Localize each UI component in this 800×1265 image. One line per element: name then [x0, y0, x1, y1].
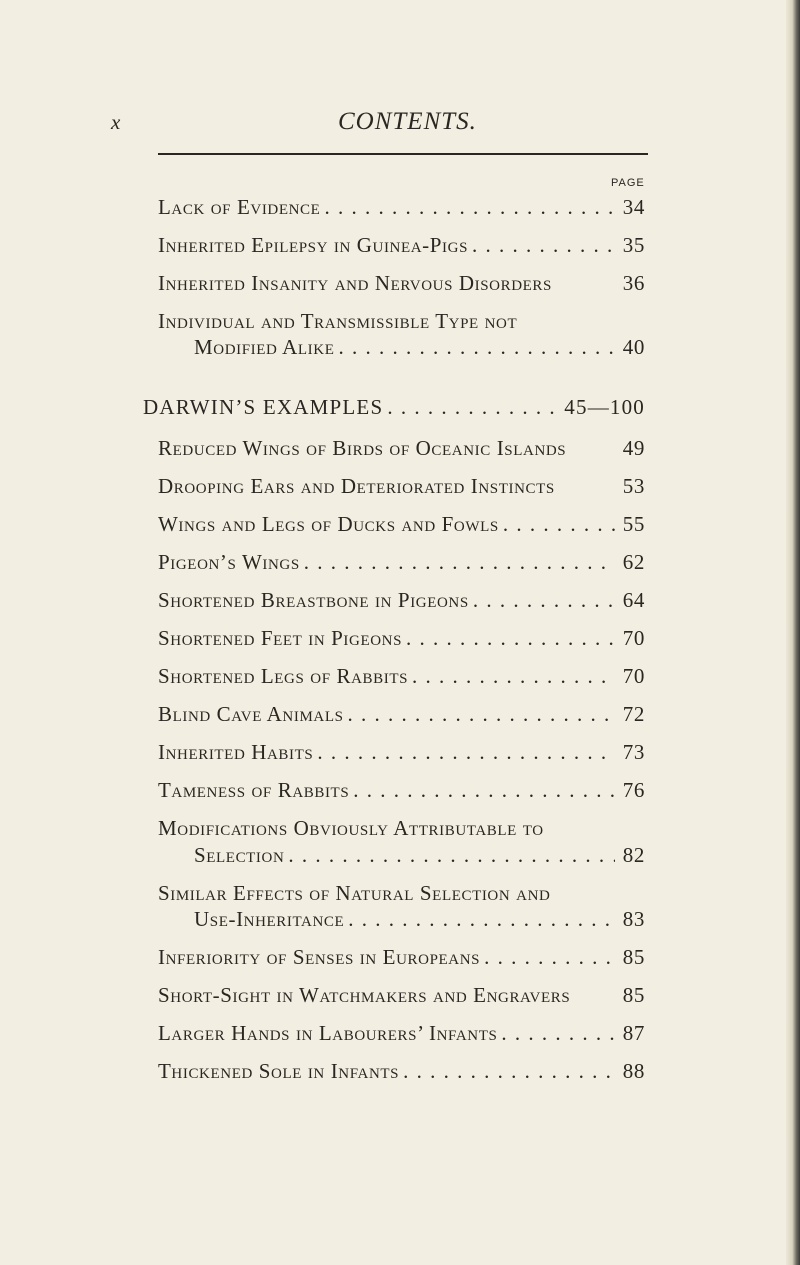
toc-entry [158, 942, 645, 972]
dot-leader [408, 661, 615, 691]
toc-entry [158, 230, 645, 260]
toc-entry-page: 49 [622, 436, 645, 460]
toc-entry-title: Drooping Ears and Deteriorated Instincts [158, 474, 555, 498]
toc-entry-title: Blind Cave Animals [158, 702, 344, 726]
dot-leader [349, 775, 615, 805]
toc-entry [158, 980, 645, 1010]
toc-entry [194, 332, 645, 362]
toc-entry [158, 471, 645, 501]
toc-entry-page: 55 [622, 512, 645, 536]
toc-entry-title: Similar Effects of Natural Selection and [158, 881, 551, 905]
toc-entry-title: Reduced Wings of Birds of Oceanic Islands [158, 436, 567, 460]
toc-section-pages: 45—100 [564, 395, 645, 419]
toc-entry [194, 840, 645, 870]
toc-entry [158, 433, 645, 463]
toc-entry-title: Short-Sight in Watchmakers and Engravers [158, 983, 571, 1007]
toc-entry-title-cont: Selection [194, 843, 285, 867]
toc-entry-title: Individual and Transmissible Type not [158, 309, 518, 333]
toc-entry-page: 83 [622, 907, 645, 931]
toc-entry-page: 36 [622, 271, 645, 295]
page-number: x [111, 110, 121, 134]
toc-entry [158, 1018, 645, 1048]
toc-entry [158, 509, 645, 539]
toc-entry-title: Modifications Obviously Attributable to [158, 816, 544, 840]
dot-leader [344, 699, 615, 729]
toc-entry [158, 547, 645, 577]
toc-entry [158, 623, 645, 653]
toc-entry-title: Tameness of Rabbits [158, 778, 350, 802]
dot-leader [320, 192, 614, 222]
toc-entry-page: 73 [622, 740, 645, 764]
toc-entry-title: Inherited Insanity and Nervous Disorders [158, 271, 552, 295]
toc-entry-page: 70 [622, 664, 645, 688]
toc-entry-page: 85 [622, 945, 645, 969]
toc-entry [158, 192, 645, 222]
header-rule [158, 153, 648, 155]
toc-entry [158, 737, 645, 767]
toc-entry [158, 1056, 645, 1086]
toc-section [143, 392, 645, 422]
toc-entry-page: 40 [622, 335, 645, 359]
toc-entry-title-cont: Use-Inheritance [194, 907, 345, 931]
toc-entry-page: 62 [622, 550, 645, 574]
dot-leader [300, 547, 615, 577]
toc-entry-page: 34 [622, 195, 645, 219]
toc-entry-page: 70 [622, 626, 645, 650]
toc-entry-page: 35 [622, 233, 645, 257]
dot-leader [399, 1056, 615, 1086]
toc-section-title: DARWIN’S EXAMPLES [143, 395, 384, 419]
toc-entry-page: 72 [622, 702, 645, 726]
toc-entry-title: Pigeon’s Wings [158, 550, 300, 574]
dot-leader [344, 904, 615, 934]
page-column-label: PAGE [611, 177, 645, 189]
dot-leader [497, 1018, 614, 1048]
toc-entry [158, 268, 645, 298]
toc-entry-title: Lack of Evidence [158, 195, 321, 219]
toc-entry-page: 76 [622, 778, 645, 802]
toc-entry-title: Larger Hands in Labourers’ Infants [158, 1021, 498, 1045]
dot-leader [480, 942, 615, 972]
dot-leader [402, 623, 615, 653]
toc-entry-title: Thickened Sole in Infants [158, 1059, 400, 1083]
dot-leader [334, 332, 614, 362]
dot-leader [499, 509, 615, 539]
toc-entry-page: 85 [622, 983, 645, 1007]
toc-entry-title: Shortened Feet in Pigeons [158, 626, 403, 650]
toc-entry-title: Inferiority of Senses in Europeans [158, 945, 481, 969]
toc-entry [158, 585, 645, 615]
toc-entry [158, 661, 645, 691]
dot-leader [284, 840, 614, 870]
toc-entry-page: 82 [622, 843, 645, 867]
toc-entry-title: Inherited Habits [158, 740, 314, 764]
running-head: CONTENTS. [338, 108, 477, 135]
page-edge-shadow [786, 0, 800, 1265]
toc-entry-page: 64 [622, 588, 645, 612]
toc-entry-title: Inherited Epilepsy in Guinea-Pigs [158, 233, 469, 257]
toc-entry [158, 699, 645, 729]
dot-leader [383, 392, 556, 422]
dot-leader [469, 585, 615, 615]
dot-leader [468, 230, 615, 260]
toc-entry-page: 88 [622, 1059, 645, 1083]
toc-entry-page: 53 [622, 474, 645, 498]
toc-entry-title: Wings and Legs of Ducks and Fowls [158, 512, 499, 536]
toc-entry [194, 904, 645, 934]
toc-entry-page: 87 [622, 1021, 645, 1045]
toc-entry-title: Shortened Legs of Rabbits [158, 664, 409, 688]
toc-entry [158, 775, 645, 805]
toc-entry-line1 [158, 813, 645, 843]
dot-leader [313, 737, 614, 767]
toc-entry-title: Shortened Breastbone in Pigeons [158, 588, 469, 612]
toc-entry-title-cont: Modified Alike [194, 335, 335, 359]
